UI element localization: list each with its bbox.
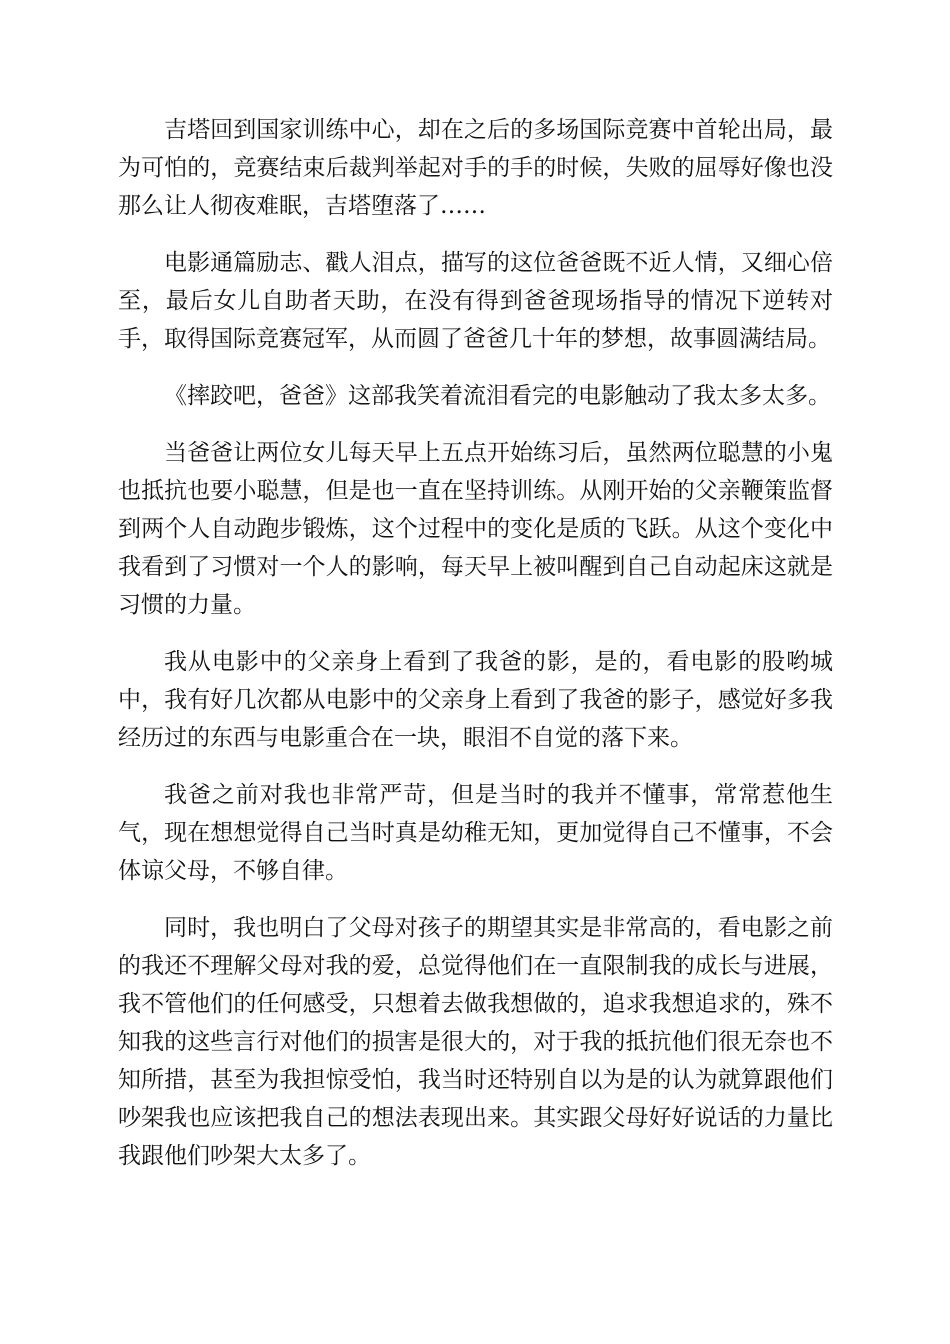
paragraph-3: 《摔跤吧，爸爸》这部我笑着流泪看完的电影触动了我太多太多。 (164, 383, 831, 409)
paragraph-2: 电影通篇励志、戳人泪点，描写的这位爸爸既不近人情，又细心倍至，最后女儿自助者天助，在没有得到爸爸现场指导的情况下逆转对手，取得国际竞赛冠军，从而圆了爸爸几十年的梦想，故事圆满结局。 (118, 250, 833, 352)
document-body (118, 111, 833, 1194)
paragraph-4: 当爸爸让两位女儿每天早上五点开始练习后，虽然两位聪慧的小鬼也抵抗也要小聪慧，但是也一直在坚持训练。从刚开始的父亲鞭策监督到两个人自动跑步锻炼，这个过程中的变化是质的飞跃。从这个变化中我看到了习惯对一个人的影响，每天早上被叫醒到自己自动起床这就是习惯的力量。 (118, 440, 833, 618)
paragraph-1: 吉塔回到国家训练中心，却在之后的多场国际竞赛中首轮出局，最为可怕的，竞赛结束后裁判举起对手的手的时候，失败的屈辱好像也没那么让人彻夜难眠，吉塔堕落了…… (118, 117, 833, 219)
paragraph-7: 同时，我也明白了父母对孩子的期望其实是非常高的，看电影之前的我还不理解父母对我的爱，总觉得他们在一直限制我的成长与进展，我不管他们的任何感受，只想着去做我想做的，追求我想追求的，殊不知我的这些言行对他们的损害是很大的，对于我的抵抗他们很无奈也不知所措，甚至为我担惊受怕，我当时还特别自以为是的认为就算跟他们吵架我也应该把我自己的想法表现出来。其实跟父母好好说话的力量比我跟他们吵架大太多了。 (118, 915, 833, 1169)
paragraph-5: 我从电影中的父亲身上看到了我爸的影，是的，看电影的股哟城中，我有好几次都从电影中的父亲身上看到了我爸的影子，感觉好多我经历过的东西与电影重合在一块，眼泪不自觉的落下来。 (118, 649, 833, 751)
paragraph-6: 我爸之前对我也非常严苛，但是当时的我并不懂事，常常惹他生气，现在想想觉得自己当时真是幼稚无知，更加觉得自己不懂事，不会体谅父母，不够自律。 (118, 782, 833, 884)
